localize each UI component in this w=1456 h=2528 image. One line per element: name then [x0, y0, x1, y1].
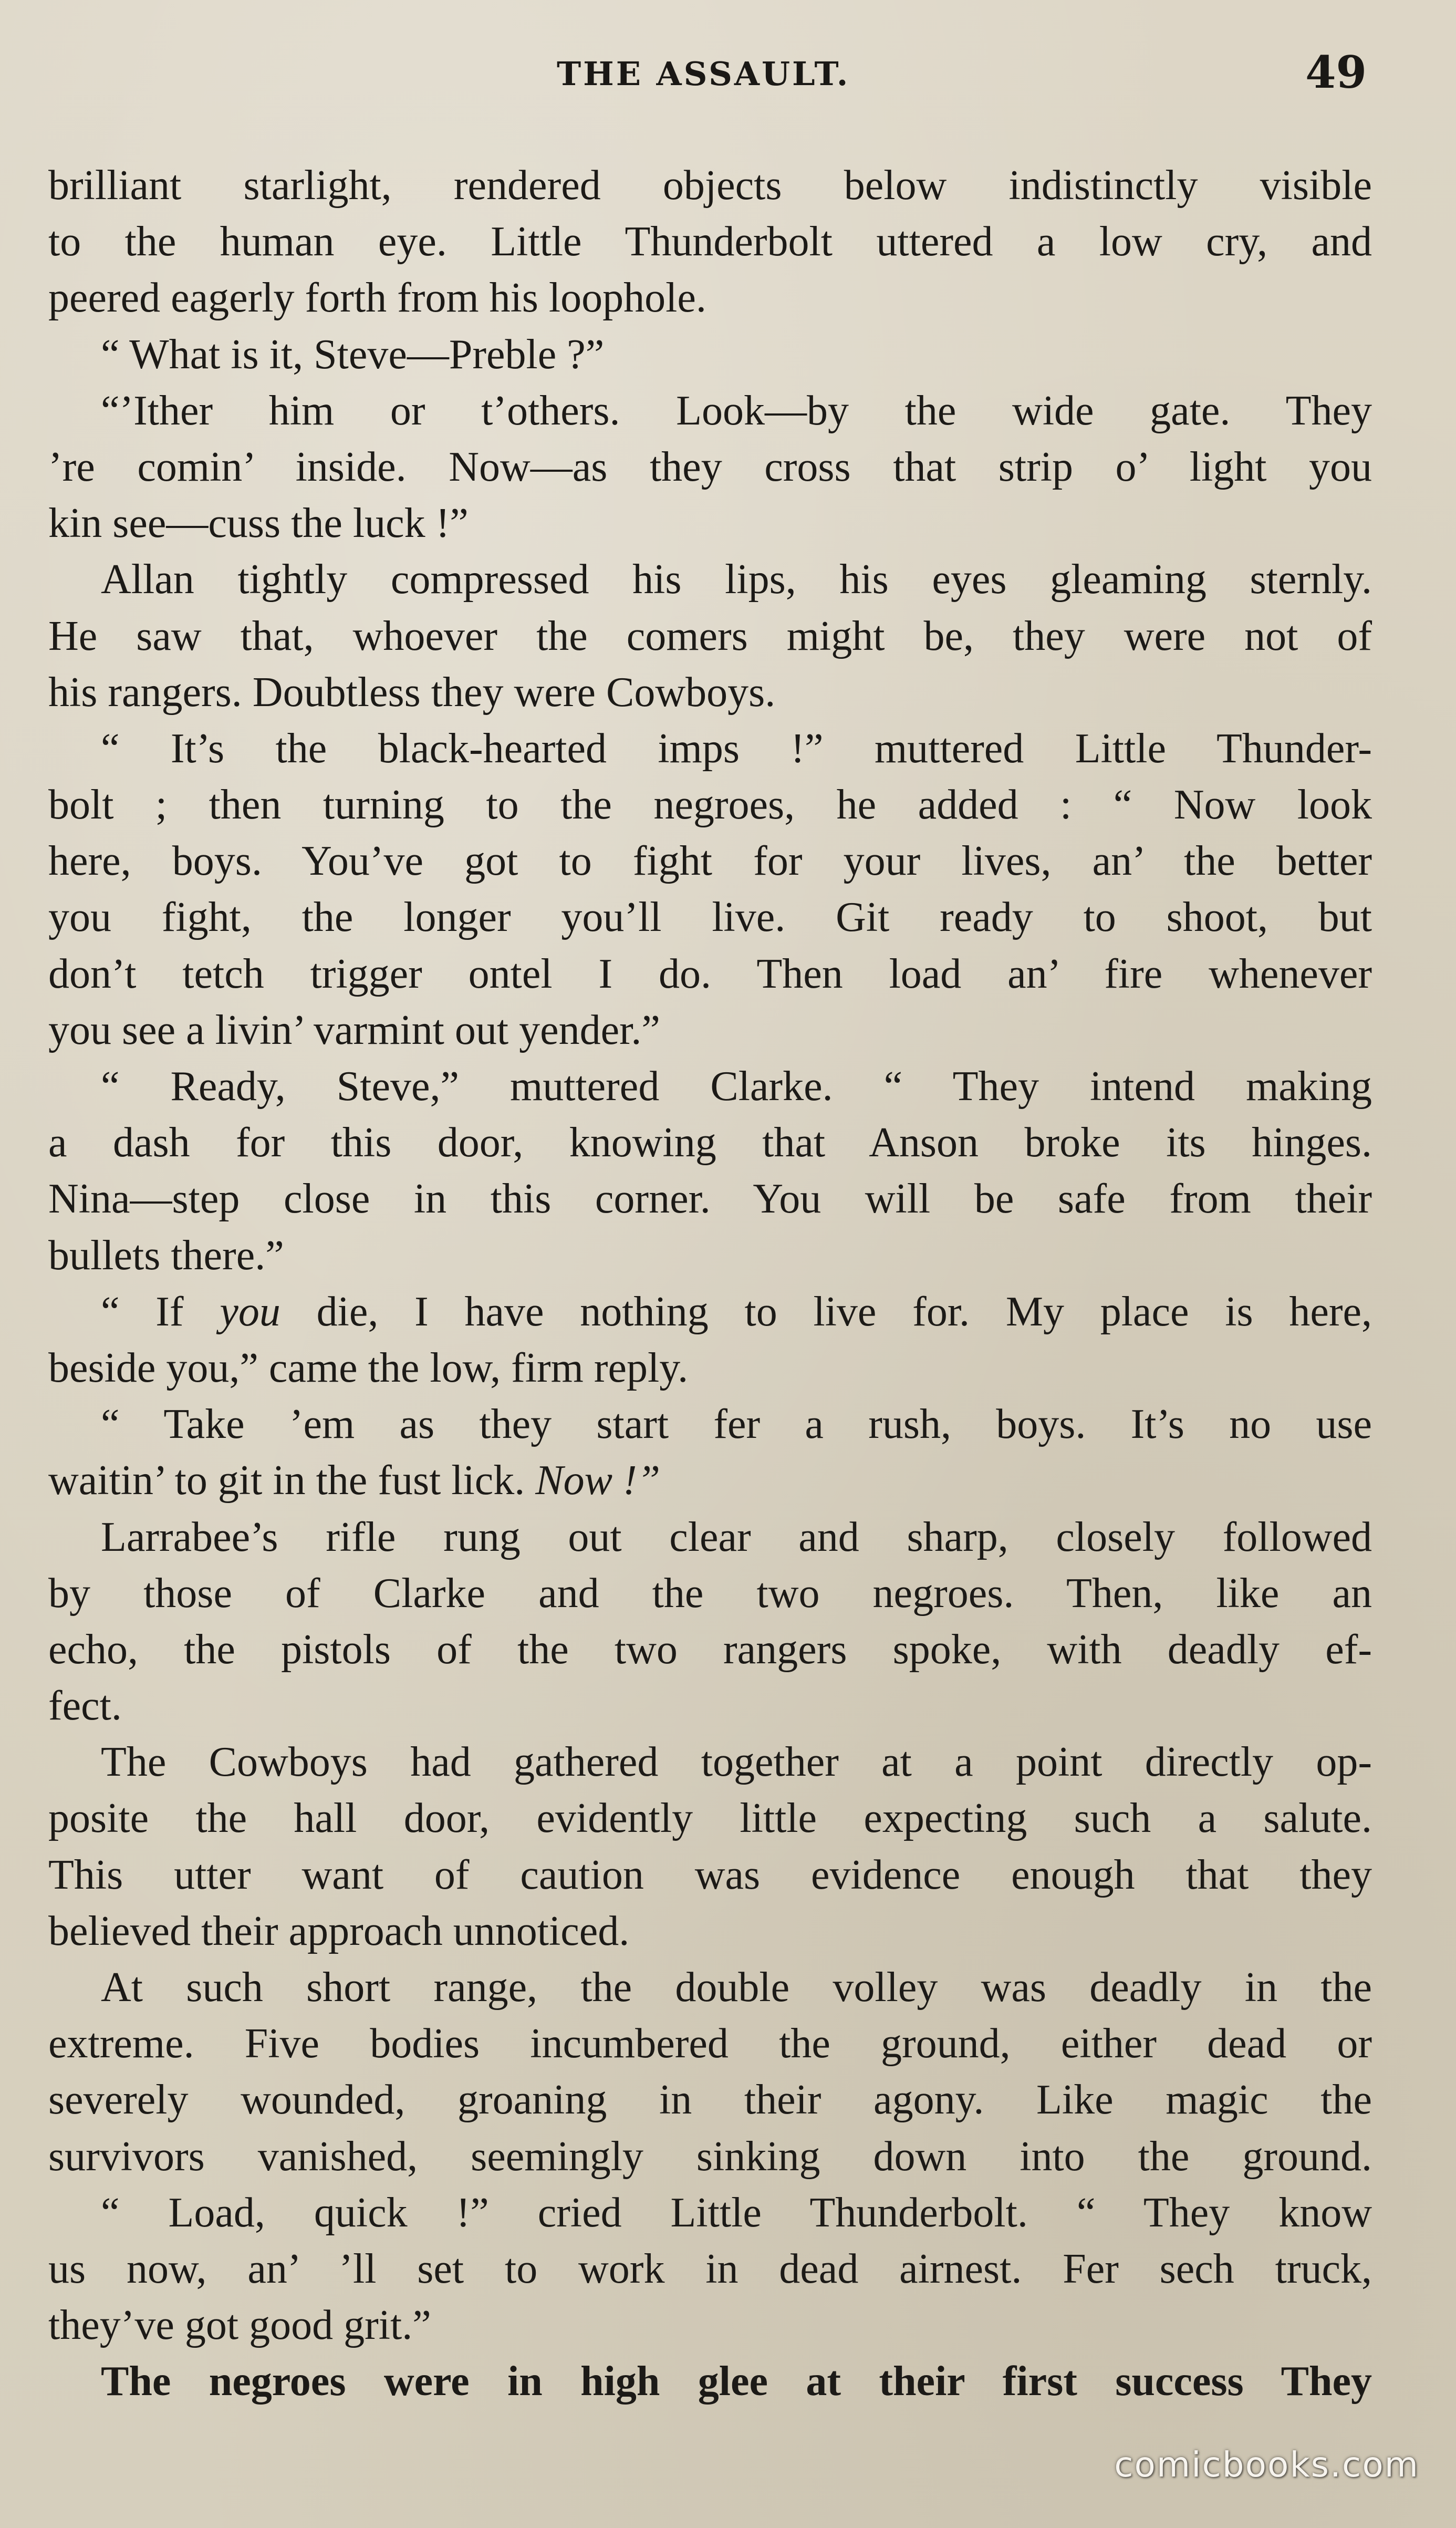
- text-line: severely wounded, groaning in their agony. Like magic the: [48, 2077, 1372, 2123]
- text-line: waitin’ to git in the fust lick. Now !”: [48, 1457, 661, 1504]
- text-line: Larrabee’s rifle rung out clear and sharp, closely followed: [101, 1514, 1372, 1560]
- page-number: 49: [1305, 46, 1367, 98]
- text-line: ’re comin’ inside. Now—as they cross that strip o’ light you: [48, 443, 1372, 490]
- text-line: here, boys. You’ve got to fight for your lives, an’ the better: [48, 838, 1372, 885]
- running-head: THE ASSAULT.: [557, 55, 850, 93]
- text-line: bolt ; then turning to the negroes, he added : “ Now look: [48, 782, 1372, 828]
- text-line: brilliant starlight, rendered objects below indistinctly visible: [48, 162, 1372, 209]
- text-line: At such short range, the double volley was deadly in the: [101, 1964, 1372, 2011]
- text-line: The Cowboys had gathered together at a point directly op-: [101, 1739, 1372, 1786]
- text-line: He saw that, whoever the comers might be, they were not of: [48, 613, 1372, 659]
- text-line: extreme. Five bodies incumbered the ground, either dead or: [48, 2021, 1372, 2067]
- text-line: “ What is it, Steve—Preble ?”: [101, 331, 605, 378]
- text-line: “ It’s the black-hearted imps !” muttered Little Thunder-: [101, 725, 1372, 772]
- text-line: “ Take ’em as they start fer a rush, boys. It’s no use: [101, 1401, 1372, 1448]
- text-line: you see a livin’ varmint out yender.”: [48, 1007, 660, 1053]
- text-line: “ Load, quick !” cried Little Thunderbolt. “ They know: [101, 2189, 1372, 2236]
- text-line: Allan tightly compressed his lips, his eyes gleaming sternly.: [101, 556, 1372, 603]
- text-line: beside you,” came the low, firm reply.: [48, 1344, 689, 1391]
- text-line: by those of Clarke and the two negroes. Then, like an: [48, 1570, 1372, 1617]
- text-line: Nina—step close in this corner. You will be safe from their: [48, 1176, 1372, 1222]
- text-line: you fight, the longer you’ll live. Git ready to shoot, but: [48, 894, 1372, 941]
- body-text: [48, 158, 1372, 2410]
- text-line: they’ve got good grit.”: [48, 2302, 431, 2349]
- text-line: survivors vanished, seemingly sinking down into the ground.: [48, 2133, 1372, 2180]
- text-line: a dash for this door, knowing that Anson broke its hinges.: [48, 1120, 1372, 1166]
- watermark: comicbooks.com: [1114, 2444, 1419, 2485]
- text-line: kin see—cuss the luck !”: [48, 500, 469, 547]
- text-line: This utter want of caution was evidence enough that they: [48, 1851, 1372, 1898]
- text-line: don’t tetch trigger ontel I do. Then load an’ fire whenever: [48, 950, 1372, 997]
- text-line: “’Ither him or t’others. Look—by the wide gate. They: [101, 387, 1372, 434]
- text-line: bullets there.”: [48, 1232, 284, 1279]
- text-line: fect.: [48, 1683, 122, 1729]
- text-line: peered eagerly forth from his loophole.: [48, 275, 706, 322]
- text-line: “ If you die, I have nothing to live for. My place is here,: [101, 1288, 1372, 1335]
- text-line: believed their approach unnoticed.: [48, 1908, 630, 1954]
- text-line: his rangers. Doubtless they were Cowboys.: [48, 669, 776, 716]
- text-line: echo, the pistols of the two rangers spoke, with deadly ef-: [48, 1626, 1372, 1673]
- text-line: to the human eye. Little Thunderbolt uttered a low cry, and: [48, 219, 1372, 265]
- text-line: The negroes were in high glee at their first success They: [101, 2358, 1372, 2405]
- text-line: “ Ready, Steve,” muttered Clarke. “ They intend making: [101, 1063, 1372, 1110]
- text-line: posite the hall door, evidently little expecting such a salute.: [48, 1795, 1372, 1842]
- page-header: [0, 46, 1456, 119]
- text-line: us now, an’ ’ll set to work in dead airnest. Fer sech truck,: [48, 2245, 1372, 2292]
